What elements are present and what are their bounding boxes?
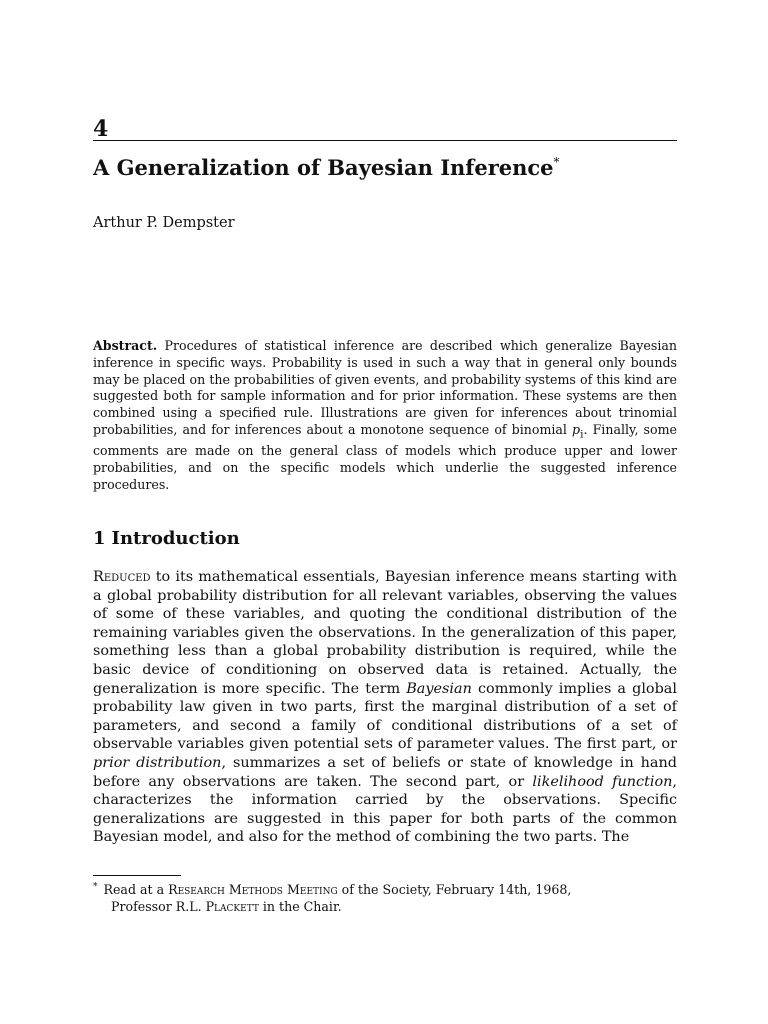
abstract-label: Abstract. bbox=[93, 338, 158, 353]
chapter-rule bbox=[93, 140, 677, 141]
section-heading bbox=[93, 528, 240, 549]
footnote-chair-name: Plackett bbox=[205, 899, 259, 915]
section-number: 1 bbox=[93, 528, 106, 549]
author-name: Arthur P. Dempster bbox=[93, 215, 235, 231]
section-title: Introduction bbox=[111, 528, 240, 549]
intro-text-3: , summarizes a set of beliefs or state of knowledge in hand before any observations are taken. The second part, or bbox=[93, 754, 677, 790]
footnote-text-3: Professor R.L. bbox=[111, 899, 206, 915]
abstract-text: Procedures of statistical inference are described which generalize Bayesian inference in specific ways. Probability is used in such a way that in general only bounds may be placed on the probabilities of given events, and probability systems of this kind are suggested both for sample information and for prior information. These systems are then combined using a specified rule. Illustrations are given for inferences about trinomial probabilities, and for inferences about a monotone sequence of binomial bbox=[93, 338, 677, 437]
footnote-text-2: of the Society, February 14th, 1968, bbox=[337, 882, 572, 897]
chapter-title bbox=[93, 155, 560, 180]
chapter-title-text: A Generalization of Bayesian Inference bbox=[93, 155, 554, 180]
abstract bbox=[93, 338, 677, 494]
footnote-mark: * bbox=[93, 882, 98, 892]
intro-text-2: commonly implies a global probability law given in two parts, first the marginal distribution of a set of parameters, and second a family of conditional distributions of a set of observable variables given potential sets of parameter values. The first part, or bbox=[93, 680, 677, 753]
intro-paragraph bbox=[93, 568, 677, 847]
footnote bbox=[93, 879, 677, 915]
chapter-number: 4 bbox=[93, 116, 109, 142]
abstract-text-end: . Finally, some comments are made on the general class of models which produce upper and lower probabilities, and on the specific models which underlie the suggested inference procedures. bbox=[93, 421, 677, 492]
intro-text-1: to its mathematical essentials, Bayesian inference means starting with a global probability distribution for all relevant variables, observing the values of some of these variables, and quoting the conditional distribution of the remaining variables given the observations. In the generalization of this paper, something less than a global probability distribution is required, while the basic device of conditioning on observed data is retained. Actually, the generalization is more specific. The term bbox=[93, 569, 677, 697]
footnote-line-2 bbox=[93, 898, 677, 915]
footnote-text-4: in the Chair. bbox=[258, 899, 342, 915]
math-subscript: i bbox=[580, 428, 584, 441]
emphasis-prior-distribution: prior distribution bbox=[93, 754, 222, 771]
lead-word: Reduced bbox=[93, 569, 151, 585]
footnote-text-1: Read at a bbox=[103, 882, 169, 897]
emphasis-bayesian: Bayesian bbox=[406, 680, 472, 697]
footnote-rule bbox=[93, 875, 181, 876]
footnote-meeting-name: Research Methods Meeting bbox=[168, 882, 338, 897]
emphasis-likelihood-function: likelihood function bbox=[532, 773, 673, 790]
intro-text-4: , characterizes the information carried by the observations. Specific generalizations are suggested in this paper for both parts of the common Bayesian model, and also for the method of combining the two parts. The bbox=[93, 773, 677, 846]
title-footnote-mark: * bbox=[553, 155, 560, 169]
math-p: p bbox=[572, 421, 581, 437]
